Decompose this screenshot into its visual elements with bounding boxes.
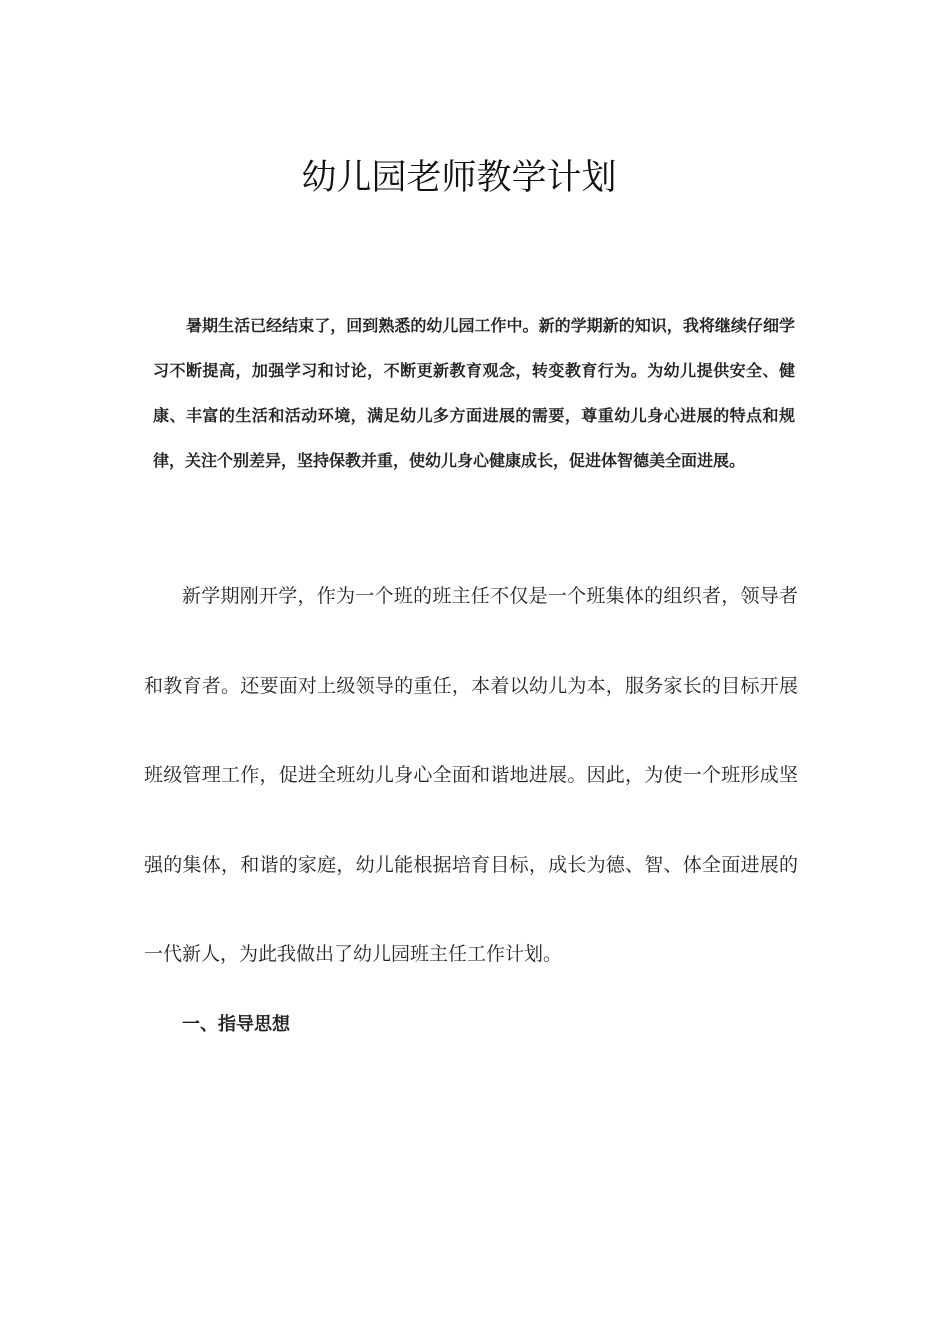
section-heading: 一、指导思想 bbox=[182, 1014, 290, 1035]
document-title: 幼儿园老师教学计划 bbox=[301, 158, 617, 198]
body-paragraph: 新学期刚开学，作为一个班的班主任不仅是一个班集体的组织者，领导者和教育者。还要面对上级领导的重任，本着以幼儿为本，服务家长的目标开展班级管理工作，促进全班幼儿身心全面和谐地进展。因此，为使一个班形成坚强的集体，和谐的家庭，幼儿能根据培育目标，成长为德、智、体全面进展的一代新人，为此我做出了幼儿园班主任工作计划。 bbox=[144, 585, 798, 965]
intro-paragraph: 暑期生活已经结束了，回到熟悉的幼儿园工作中。新的学期新的知识，我将继续仔细学习不断提高，加强学习和讨论，不断更新教育观念，转变教育行为。为幼儿提供安全、健康、丰富的生活和活动环境，满足幼儿多方面进展的需要，尊重幼儿身心进展的特点和规律，关注个别差异，坚持保教并重，使幼儿身心健康成长，促进体智德美全面进展。 bbox=[153, 316, 795, 470]
